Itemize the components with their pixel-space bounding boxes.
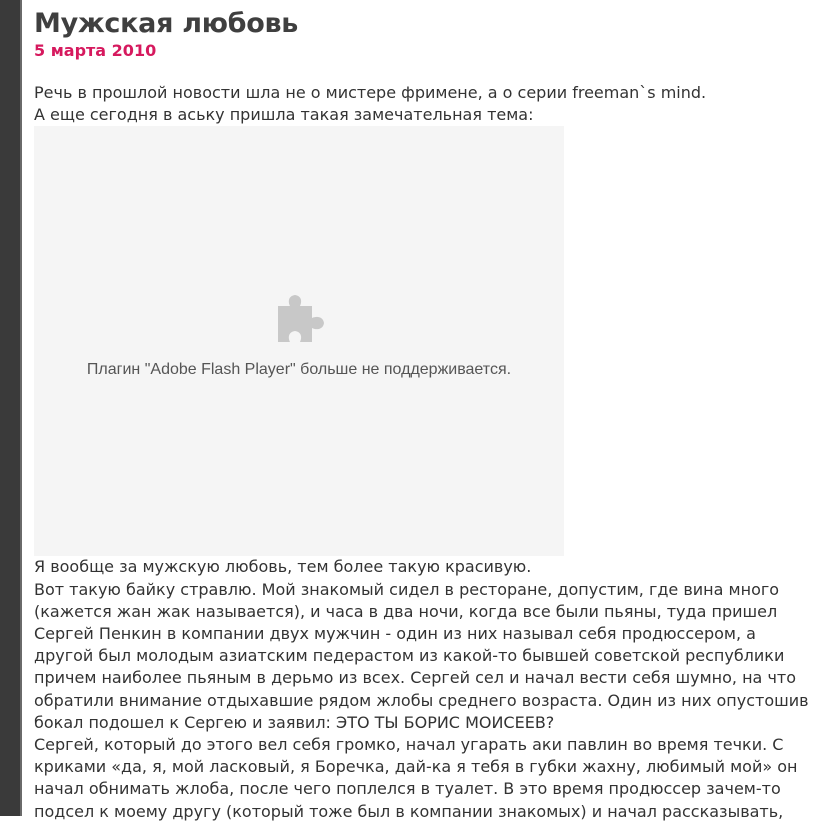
paragraph-3: Сергей, который до этого вел себя громко, начал угарать аки павлин во время течки. С криками «да, я, мой ласковый, я Боречка, дай-ка я тебя в губки жахну, любимый мой» он начал обнимать жлоба, после чего поплелся в туалет. В это время продюссер зачем-то подсел к моему другу (который тоже был в компании знакомых) и начал рассказывать, [34, 735, 798, 821]
post-title[interactable]: Мужская любовь [34, 8, 299, 39]
paragraph-1: Я вообще за мужскую любовь, тем более такую красивую. [34, 557, 532, 577]
post-date: 5 марта 2010 [34, 41, 157, 60]
post-body [34, 82, 814, 823]
left-sidebar-bar [0, 0, 20, 816]
flash-embed-placeholder[interactable] [34, 126, 564, 556]
blog-post [34, 0, 814, 823]
left-sidebar-edge [20, 0, 22, 816]
paragraph-2: Вот такую байку стравлю. Мой знакомый сидел в ресторане, допустим, где вина много (кажется жан жак называется), и часа в два ночи, когда все были пьяны, туда пришел Сергей Пенкин в компании двух мужчин - один из них называл себя продюссером, а другой был молодым азиатским педерастом из какой-то бывшей советской республики причем наиболее пьяным в дерьмо из всех. Сергей сел и начал вести себя шумно, на что обратили внимание отдыхавшие рядом жлобы среднего возраста. Один из них опустошив бокал подошел к Сергею и заявил: ЭТО ТЫ БОРИС МОИСЕЕВ? [34, 579, 809, 732]
intro-line-1: Речь в прошлой новости шла не о мистере фримене, а о серии freeman`s mind. [34, 83, 707, 102]
flash-unsupported-message: Плагин "Adobe Flash Player" больше не поддерживается. [86, 361, 512, 379]
intro-line-2: А еще сегодня в аську пришла такая замечательная тема: [34, 105, 534, 125]
puzzle-piece-icon [274, 292, 328, 346]
